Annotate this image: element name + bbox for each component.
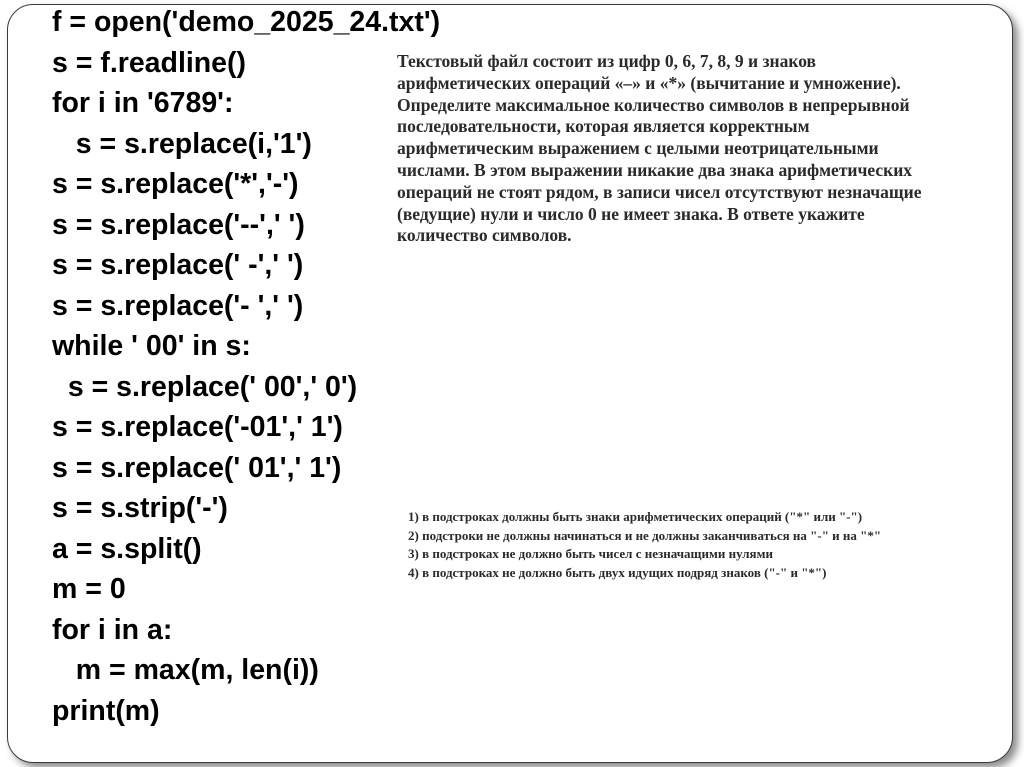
task-line: операций не стоят рядом, в записи чисел отсутствуют незначащие [397,181,922,202]
task-line: количество символов. [397,225,572,246]
code-line: s = s.replace('--',' ') [52,208,305,241]
code-line: s = s.replace('-01',' 1') [52,411,343,443]
task-line: арифметическим выражением с целыми неотрицательными [397,138,879,159]
rule-item: 2) подстроки не должны начинаться и не должны заканчиваться на "-" и на "*" [408,527,882,543]
task-line: (ведущие) нули и число 0 не имеет знака. В ответе укажите [397,203,865,224]
rule-item: 4) в подстроках не должно быть двух идущих подряд знаков ("-" и "*") [408,564,827,580]
code-line: s = s.replace('- ',' ') [52,289,304,322]
task-line: последовательности, которая является корректным [397,116,810,137]
code-listing [52,2,440,731]
code-line: print(m) [52,694,160,727]
code-line: while ' 00' in s: [52,330,251,362]
task-line: числами. В этом выражении никакие два знака арифметических [397,159,913,180]
code-line: m = 0 [52,573,126,605]
code-line: s = s.replace(i,'1') [52,127,312,160]
task-description [397,51,1024,247]
code-line: a = s.split() [52,532,202,565]
code-line: s = s.replace('*','-') [52,168,299,200]
rules-list [408,508,881,582]
code-line: s = s.replace(' 01',' 1') [52,451,342,484]
task-line: Определите максимальное количество символов в непрерывной [397,94,910,115]
rule-item: 3) в подстроках не должно быть чисел с незначащими нулями [408,546,773,561]
code-line: s = s.replace(' 00',' 0') [52,370,358,403]
code-line: s = s.strip('-') [52,492,228,524]
code-line: m = max(m, len(i)) [52,654,319,686]
code-line: f = open('demo_2025_24.txt') [52,6,441,38]
rule-item: 1) в подстроках должны быть знаки арифметических операций ("*" или "-") [408,509,863,524]
code-line: for i in a: [52,613,173,646]
task-line: арифметических операций «–» и «*» (вычитание и умножение). [397,72,901,93]
code-line: s = s.replace(' -',' ') [52,249,304,281]
code-line: s = f.readline() [52,46,247,79]
task-line: Текстовый файл состоит из цифр 0, 6, 7, 8, 9 и знаков [397,51,816,71]
code-line: for i in '6789': [52,87,234,119]
